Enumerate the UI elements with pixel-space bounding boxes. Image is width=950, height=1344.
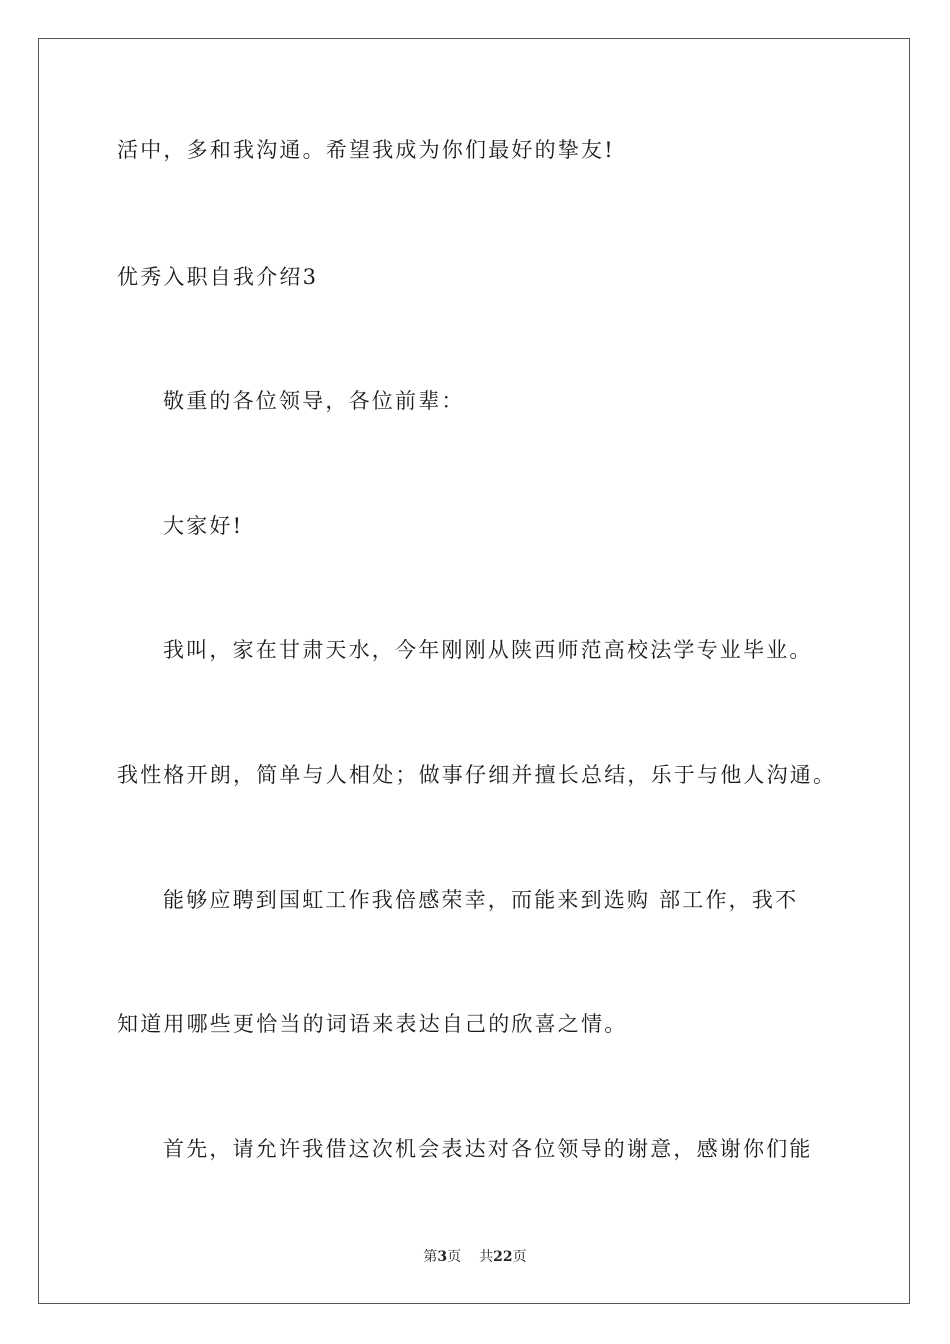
total-prefix: 共 (479, 1249, 494, 1265)
page-prefix: 第 (423, 1249, 438, 1265)
page-border (38, 38, 910, 1304)
paragraph-line-1: 活中，多和我沟通。希望我成为你们最好的挚友! (117, 138, 615, 162)
paragraph-line-6: 首先，请允许我借这次机会表达对各位领导的谢意，感谢你们能 (163, 1137, 813, 1161)
salutation-line: 敬重的各位领导，各位前辈： (163, 389, 465, 413)
paragraph-line-2: 我叫，家在甘肃天水，今年刚刚从陕西师范高校法学专业毕业。 (163, 638, 813, 662)
page-suffix: 页 (447, 1249, 462, 1265)
page-number: 3 (437, 1249, 448, 1265)
page-footer (0, 1248, 950, 1266)
paragraph-line-3: 我性格开朗，简单与人相处；做事仔细并擅长总结，乐于与他人沟通。 (117, 763, 837, 787)
section-heading: 优秀入职自我介绍3 (117, 265, 319, 289)
total-pages: 22 (493, 1249, 513, 1265)
total-suffix: 页 (512, 1249, 527, 1265)
paragraph-line-4: 能够应聘到国虹工作我倍感荣幸，而能来到选购 部工作，我不 (163, 888, 799, 912)
paragraph-line-5: 知道用哪些更恰当的词语来表达自己的欣喜之情。 (117, 1012, 628, 1036)
greeting-line: 大家好! (163, 514, 244, 538)
